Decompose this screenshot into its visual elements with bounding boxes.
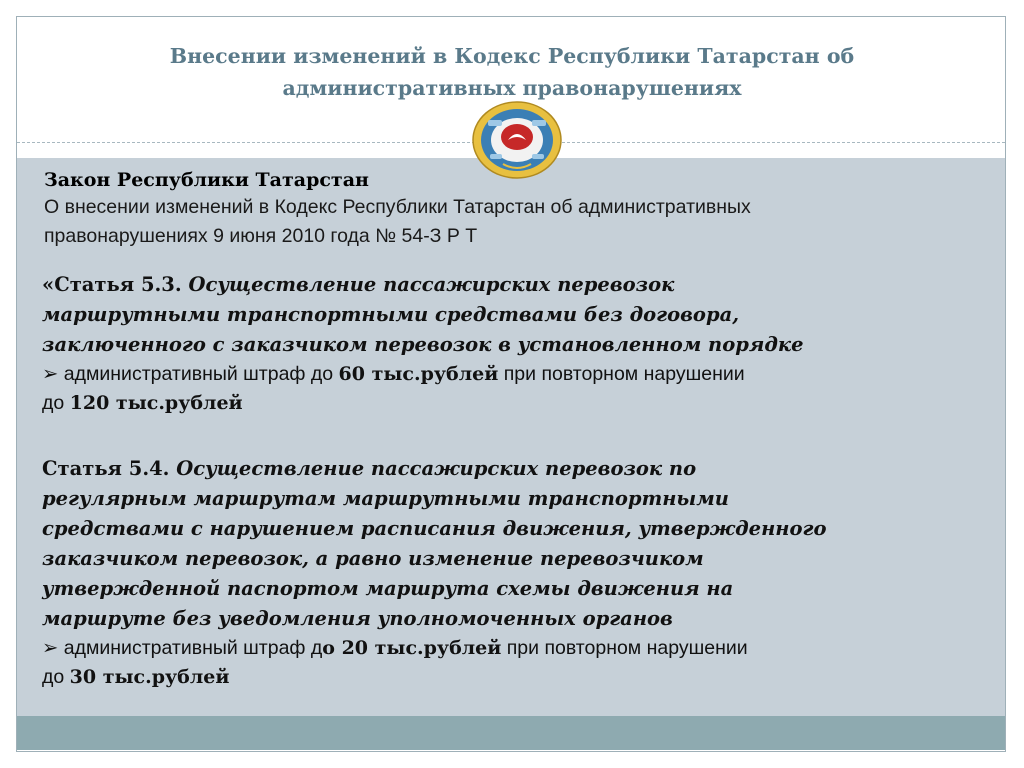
footer-bar [17,716,1005,750]
fine-text: административный штраф д [58,637,323,659]
article-5-4-line-1: Осуществление пассажирских перевозок по [176,457,697,480]
fine-text: административный штраф до [58,363,339,385]
article-5-3-line-3: заключенного с заказчиком перевозок в установленном порядке [42,333,804,356]
law-title: Закон Республики Татарстан [44,169,369,191]
fine-text: при повторном нарушении [501,637,748,659]
bullet-arrow-icon: ➢ [42,363,59,385]
article-5-3-line-2: маршрутными транспортными средствами без договора, [42,303,740,326]
article-5-4-text [42,454,999,634]
article-5-4-line-4: заказчиком перевозок, а равно изменение перевозчиком [42,547,704,570]
fine-text: до [42,666,70,688]
slide-title-line-1: Внесении изменений в Кодекс Республики Татарстан об [169,44,855,68]
article-5-4-line-2: регулярным маршрутам маршрутными транспортными [42,487,729,510]
fine-amount: о 20 тыс.рублей [322,637,502,659]
content-panel [17,158,1005,716]
article-5-3-fine [42,360,999,418]
article-5-3 [42,270,999,418]
law-subtitle-line-2: правонарушениях 9 июня 2010 года № 54-З Р Т [44,225,478,247]
article-5-4-line-6: маршруте без уведомления уполномоченных органов [42,607,673,630]
fine-text: до [42,392,70,414]
fine-text: при повторном нарушении [498,363,745,385]
law-subtitle [44,193,995,251]
fine-amount-repeat: 30 тыс.рублей [69,666,230,688]
slide-title-line-2: административных правонарушениях [282,76,742,100]
article-5-4 [42,454,999,692]
fine-amount-repeat: 120 тыс.рублей [69,392,243,414]
transport-emblem-icon [470,100,564,180]
slide-title [18,40,1006,104]
bullet-arrow-icon: ➢ [42,637,59,659]
article-5-4-fine [42,634,999,692]
article-5-3-text [42,270,999,360]
article-5-4-line-5: утвержденной паспортом маршрута схемы движения на [42,577,734,600]
fine-amount: 60 тыс.рублей [338,363,499,385]
article-5-4-number: Статья 5.4. [42,457,177,480]
article-5-3-number: «Статья 5.3. [42,273,189,296]
article-5-4-line-3: средствами с нарушением расписания движения, утвержденного [42,517,827,540]
law-block [44,168,995,251]
law-subtitle-line-1: О внесении изменений в Кодекс Республики Татарстан об административных [44,196,751,218]
article-5-3-line-1: Осуществление пассажирских перевозок [188,273,675,296]
